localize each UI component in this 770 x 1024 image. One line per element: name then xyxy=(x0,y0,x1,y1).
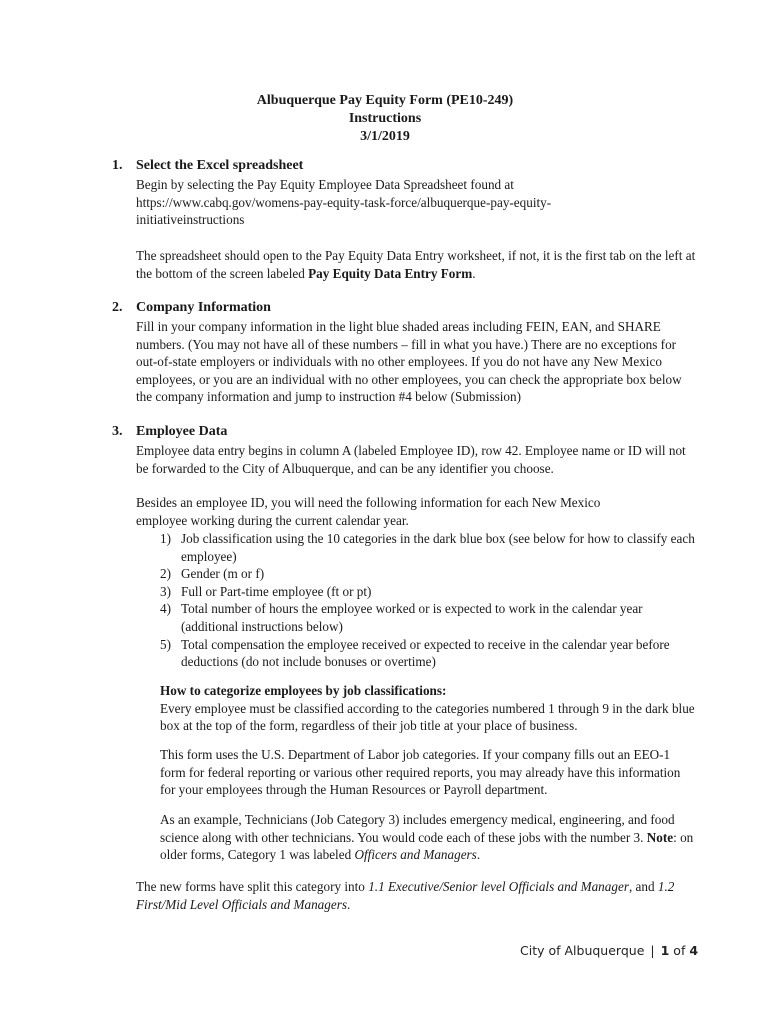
list-item: 4) Total number of hours the employee worked or is expected to work in the calendar year (additional instructions below) xyxy=(160,601,643,634)
job-classification-paragraph: Every employee must be classified according to the categories numbered 1 through 9 in the dark blue box at the top of the form, regardless of their job title at your place of business. xyxy=(160,700,695,734)
page-footer xyxy=(520,943,698,958)
list-item: 1) Job classification using the 10 categories in the dark blue box (see below for how to classify each employee) xyxy=(160,531,695,564)
section-1-paragraph-1: Begin by selecting the Pay Equity Employee Data Spreadsheet found at https://www.cabq.gov/womens-pay-equity-task-force/albuquerque-pay-equity-initiativeinstructions xyxy=(136,177,552,228)
section-2-heading: Company Information xyxy=(136,300,271,315)
split-category-paragraph: The new forms have split this category into 1.1 Executive/Senior level Officials and Manager, and 1.2 First/Mid Level Officials and Managers. xyxy=(136,879,675,912)
section-1-heading: Select the Excel spreadsheet xyxy=(136,158,304,173)
example-paragraph: As an example, Technicians (Job Category 3) includes emergency medical, engineering, and food science along with other technicians. You would code each of these jobs with the number 3. Note: on older forms, Category 1 was labeled Officers and Managers. xyxy=(160,812,694,863)
section-1-number: 1. xyxy=(112,158,123,173)
footer-of: of xyxy=(673,943,686,958)
worksheet-name: Pay Equity Data Entry Form xyxy=(308,265,473,281)
document-date: 3/1/2019 xyxy=(360,129,410,144)
footer-separator: | xyxy=(650,943,655,958)
job-classification-heading: How to categorize employees by job classifications: xyxy=(160,683,447,698)
document-title: Albuquerque Pay Equity Form (PE10-249) xyxy=(256,93,514,108)
list-item: 5) Total compensation the employee received or expected to receive in the calendar year before deductions (do not include bonuses or overtime) xyxy=(160,636,670,670)
section-3-number: 3. xyxy=(112,424,123,439)
section-3-paragraph-2: Besides an employee ID, you will need the following information for each New Mexico employee working during the current calendar year. xyxy=(136,495,601,528)
employee-info-list xyxy=(160,530,696,671)
footer-page-total: 4 xyxy=(689,943,699,958)
section-3-paragraph-1: Employee data entry begins in column A (labeled Employee ID), row 42. Employee name or ID will not be forwarded to the City of Albuquerque, and can be any identifier you choose. xyxy=(136,443,686,476)
job-classification-block xyxy=(160,682,696,735)
section-1-paragraph-2: The spreadsheet should open to the Pay Equity Data Entry worksheet, if not, it is the first tab on the left at the bottom of the screen labeled Pay Equity Data Entry Form. xyxy=(136,248,696,281)
list-item: 3) Full or Part-time employee (ft or pt) xyxy=(160,583,372,599)
footer-page-number: 1 xyxy=(660,943,670,958)
note-label: Note xyxy=(646,829,674,845)
footer-org: City of Albuquerque xyxy=(520,943,645,958)
section-3-heading: Employee Data xyxy=(136,424,228,439)
section-2-number: 2. xyxy=(112,300,123,315)
section-2-paragraph: Fill in your company information in the light blue shaded areas including FEIN, EAN, and SHARE numbers. (You may not have all of these numbers – fill in what you have.) There are no exceptions for out-of-state employers or individuals with no other employees. If you do not have any New Mexico employees, or you are an individual with no other employees, you can check the appropriate box below the company information and jump to instruction #4 below (Submission) xyxy=(136,319,682,405)
list-item: 2) Gender (m or f) xyxy=(160,566,265,582)
document-subtitle: Instructions xyxy=(348,111,422,126)
dol-categories-paragraph: This form uses the U.S. Department of Labor job categories. If your company fills out an EEO-1 form for federal reporting or various other required reports, you may already have this information for your employees through the Human Resources or Payroll department. xyxy=(160,747,681,798)
